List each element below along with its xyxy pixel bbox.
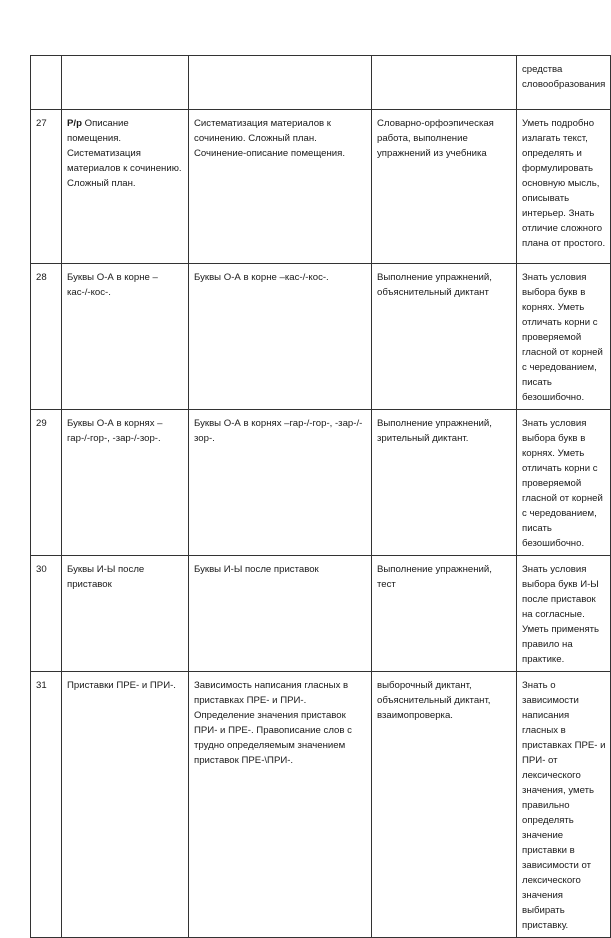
lesson-number-cell: 29: [31, 410, 62, 556]
lesson-requirements-cell: Уметь подробно излагать текст, определять и формулировать основную мысль, описывать интерьер. Знать отличие сложного плана от простого.: [517, 110, 611, 264]
lesson-number-cell: 31: [31, 672, 62, 938]
lesson-topic-cell: [62, 410, 189, 556]
table-row: [31, 110, 611, 264]
lesson-activities-cell: Выполнение упражнений, объяснительный диктант: [372, 264, 517, 410]
lesson-activities-cell: Выполнение упражнений, тест: [372, 556, 517, 672]
lesson-activities-cell: выборочный диктант, объяснительный диктант, взаимопроверка.: [372, 672, 517, 938]
lesson-requirements-cell: Знать о зависимости написания гласных в приставках ПРЕ- и ПРИ- от лексического значения, уметь правильно определять значение приставки в зависимости от лексического значения выбирать приставку.: [517, 672, 611, 938]
lesson-topic-cell: [62, 556, 189, 672]
table-row: [31, 56, 611, 110]
table-row: [31, 264, 611, 410]
topic-text: Приставки ПРЕ- и ПРИ-.: [67, 680, 176, 691]
lesson-number-cell: 27: [31, 110, 62, 264]
lesson-activities-cell: [372, 56, 517, 110]
lesson-number-cell: [31, 56, 62, 110]
topic-text: Буквы О-А в корнях – гар-/-гор-, -зар-/-зор-.: [67, 418, 163, 444]
lesson-requirements-cell: Знать условия выбора букв в корнях. Уметь отличать корни с проверяемой гласной от корней с чередованием, писать безошибочно.: [517, 410, 611, 556]
lesson-topic-cell: [62, 264, 189, 410]
topic-text: Буквы И-Ы после приставок: [67, 564, 145, 590]
lesson-number-cell: 28: [31, 264, 62, 410]
lesson-content-cell: Систематизация материалов к сочинению. Сложный план. Сочинение-описание помещения.: [189, 110, 372, 264]
lesson-content-cell: [189, 56, 372, 110]
table-row: [31, 672, 611, 938]
lesson-topic-cell: [62, 672, 189, 938]
lesson-activities-cell: Словарно-орфоэпическая работа, выполнение упражнений из учебника: [372, 110, 517, 264]
table-row: [31, 410, 611, 556]
lesson-plan-table: [30, 55, 611, 938]
topic-text: Буквы О-А в корне – кас-/-кос-.: [67, 272, 158, 298]
topic-prefix: Р/р: [67, 118, 82, 129]
lesson-activities-cell: Выполнение упражнений, зрительный диктант.: [372, 410, 517, 556]
lesson-topic-cell: [62, 56, 189, 110]
lesson-number-cell: 30: [31, 556, 62, 672]
lesson-content-cell: Буквы И-Ы после приставок: [189, 556, 372, 672]
lesson-topic-cell: [62, 110, 189, 264]
topic-text: Описание помещения. Систематизация материалов к сочинению. Сложный план.: [67, 118, 182, 189]
lesson-requirements-cell: Знать условия выбора букв в корнях. Уметь отличать корни с проверяемой гласной от корней с чередованием, писать безошибочно.: [517, 264, 611, 410]
table-row: [31, 556, 611, 672]
lesson-requirements-cell: Знать условия выбора букв И-Ы после приставок на согласные. Уметь применять правило на практике.: [517, 556, 611, 672]
lesson-requirements-cell: средства словообразования: [517, 56, 611, 110]
lesson-content-cell: Буквы О-А в корне –кас-/-кос-.: [189, 264, 372, 410]
lesson-content-cell: Зависимость написания гласных в приставках ПРЕ- и ПРИ-. Определение значения приставок ПРИ- и ПРЕ-. Правописание слов с трудно определяемым значением приставок ПРЕ-\ПРИ-.: [189, 672, 372, 938]
lesson-content-cell: Буквы О-А в корнях –гар-/-гор-, -зар-/-зор-.: [189, 410, 372, 556]
